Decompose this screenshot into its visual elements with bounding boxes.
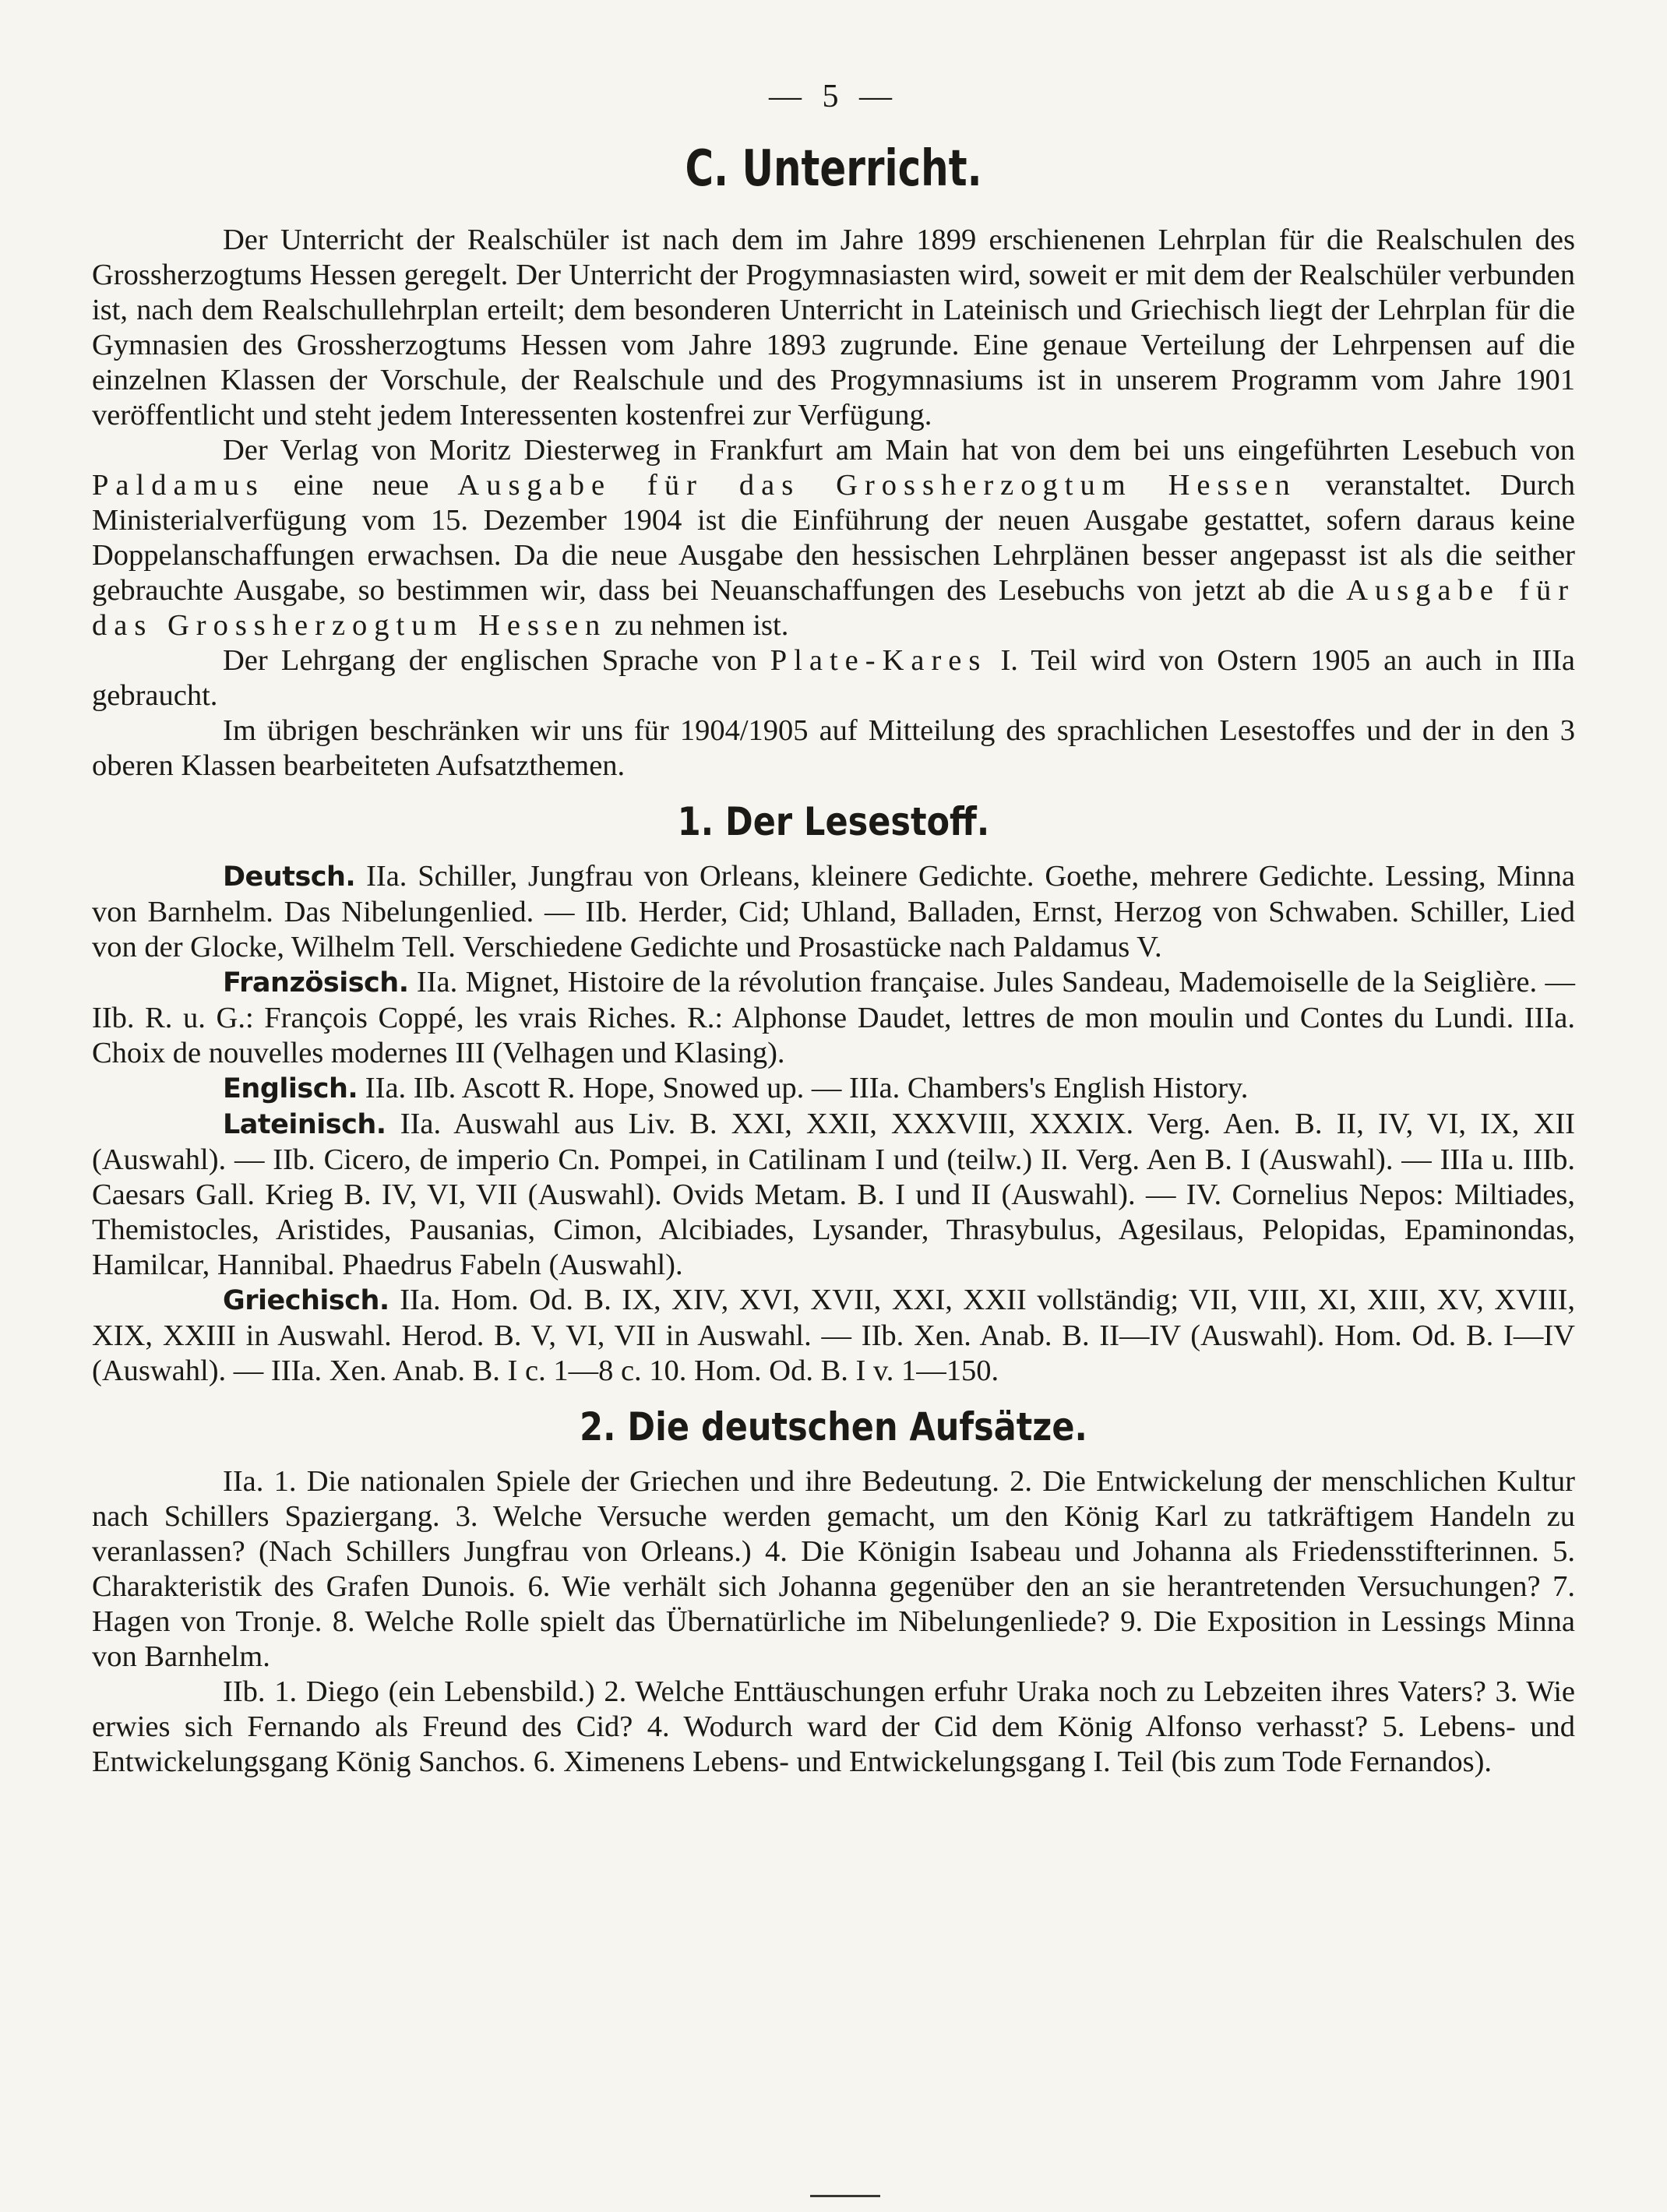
edition-hessen-2: Ausgabe für das Grossherzogtum Hessen [92, 574, 1576, 643]
intro-paragraph-3-text-a: Der Lehrgang der englischen Sprache von [223, 644, 757, 678]
aufsaetze-paragraph-iia: IIa. 1. Die nationalen Spiele der Griechen und ihre Bedeutung. 2. Die Entwickelung der menschlichen Kultur nach Schillers Spaziergang. 3. Welche Versuche werden gemacht, um den König Karl zu tatkräftigem Handeln zu veranlassen? (Nach Schillers Jungfrau von Orleans.) 4. Die Königin Isabeau und Johanna als Friedensstifterinnen. 5. Charakteristik des Grafen Dunois. 6. Wie verhält sich Johanna gegenüber den an sie herantretenden Versuchungen? 7. Hagen von Tronje. 8. Welche Rolle spielt das Übernatürliche im Nibelungenliede? 9. Die Exposition in Lessings Minna von Barnhelm. [92, 1465, 1575, 1674]
section-title: C. Unterricht. [685, 140, 982, 198]
subject-text: IIa. Mignet, Histoire de la révolution française. Jules Sandeau, Mademoiselle de la Seiglière. — IIb. R. u. G.: François Coppé, les vrais Riches. R.: Alphonse Daudet, lettres de mon moulin und Contes du Lundi. IIIa. Choix de nouvelles modernes III (Velhagen und Klasing). [92, 966, 1576, 1070]
subject-text: IIa. Auswahl aus Liv. B. XXI, XXII, XXXVIII, XXXIX. Verg. Aen. B. II, IV, VI, IX, XII (Auswahl). — IIb. Cicero, de imperio Cn. Pompei, in Catilinam I und (teilw.) II. Verg. Aen B. I (Auswahl). — IIIa u. IIIb. Caesars Gall. Krieg B. IV, VI, VII (Auswahl). Ovids Metam. B. I und II (Auswahl). — IV. Cornelius Nepos: Miltiades, Themistocles, Aristides, Pausanias, Cimon, Alcibiades, Lysander, Thrasybulus, Agesilaus, Pelopidas, Epaminondas, Hamilcar, Hannibal. Phaedrus Fabeln (Auswahl). [92, 1108, 1575, 1282]
subject-label: Französisch. [223, 967, 409, 999]
intro-paragraph-2-text-a: Der Verlag von Moritz Diesterweg in Frankfurt am Main hat von dem bei uns eingeführten Lesebuch von [223, 434, 1575, 467]
lesestoff-entry-franzoesisch [92, 965, 1575, 1071]
edition-hessen: Ausgabe für das Grossherzogtum Hessen [457, 469, 1297, 502]
aufsaetze-heading: 2. Die deutschen Aufsätze. [580, 1404, 1087, 1450]
subject-text: IIa. IIb. Ascott R. Hope, Snowed up. — IIIa. Chambers's English History. [365, 1072, 1249, 1105]
subject-text: IIa. Hom. Od. B. IX, XIV, XVI, XVII, XXI, XXII vollständig; VII, VIII, XI, XIII, XV, XVIII, XIX, XXIII in Auswahl. Herod. B. V, VI, VII in Auswahl. — IIb. Xen. Anab. B. II—IV (Auswahl). Hom. Od. B. I—IV (Auswahl). — IIIa. Xen. Anab. B. I c. 1—8 c. 10. Hom. Od. B. I v. 1—150. [92, 1284, 1575, 1388]
intro-paragraph-1: Der Unterricht der Realschüler ist nach dem im Jahre 1899 erschienenen Lehrplan für die Realschulen des Grossherzogtums Hessen geregelt. Der Unterricht der Progymnasiasten wird, soweit er mit dem der Realschüler verbunden ist, nach dem Realschullehrplan erteilt; dem besonderen Unterricht in Lateinisch und Griechisch liegt der Lehrplan für die Gymnasien des Grossherzogtums Hessen vom Jahre 1893 zugrunde. Eine genaue Verteilung der Lehrpensen auf die einzelnen Klassen der Vorschule, der Realschule und des Progymnasiums ist in unserem Programm vom Jahre 1901 veröffentlicht und steht jedem Interessenten kostenfrei zur Verfügung. [92, 224, 1575, 432]
subject-label: Lateinisch. [223, 1109, 386, 1141]
author-paldamus: Paldamus [92, 469, 265, 502]
intro-paragraph-2-text-b: eine neue [293, 469, 429, 502]
page-bottom-rule [810, 2195, 880, 2197]
lesestoff-entry-griechisch [92, 1283, 1575, 1389]
author-plate-kares: Plate-Kares [770, 644, 988, 678]
lesestoff-entry-deutsch [92, 859, 1575, 965]
intro-paragraph-4: Im übrigen beschränken wir uns für 1904/1905 auf Mitteilung des sprachlichen Lesestoffes und der in den 3 oberen Klassen bearbeiteten Aufsatzthemen. [92, 714, 1575, 783]
lesestoff-entry-englisch [92, 1071, 1575, 1107]
intro-paragraph-3 [92, 643, 1575, 713]
intro-paragraph-2-text-d: zu nehmen ist. [614, 609, 789, 643]
subject-label: Deutsch. [223, 861, 356, 893]
lesestoff-entry-lateinisch [92, 1107, 1575, 1283]
subject-label: Englisch. [223, 1073, 358, 1105]
subject-text: IIa. Schiller, Jungfrau von Orleans, kleinere Gedichte. Goethe, mehrere Gedichte. Lessing, Minna von Barnhelm. Das Nibelungenlied. — IIb. Herder, Cid; Uhland, Balladen, Ernst, Herzog von Schwaben. Schiller, Lied von der Glocke, Wilhelm Tell. Verschiedene Gedichte und Prosastücke nach Paldamus V. [92, 860, 1576, 964]
lesestoff-heading: 1. Der Lesestoff. [677, 799, 990, 845]
intro-paragraph-2-text-c: veranstaltet. Durch Ministerialverfügung vom 15. Dezember 1904 ist die Einführung der neuen Ausgabe gestattet, sofern daraus keine Doppelanschaffungen erwachsen. Da die neue Ausgabe den hessischen Lehrplänen besser angepasst ist als die seither gebrauchte Ausgabe, so bestimmen wir, dass bei Neuanschaffungen des Lesebuchs von jetzt ab die [92, 469, 1575, 608]
intro-paragraph-3-text-b: I. Teil wird von Ostern 1905 an auch in IIIa gebraucht. [92, 644, 1576, 713]
document-page [92, 78, 1575, 1780]
intro-paragraph-2 [92, 433, 1575, 643]
subject-label: Griechisch. [223, 1285, 389, 1317]
aufsaetze-paragraph-iib: IIb. 1. Diego (ein Lebensbild.) 2. Welche Enttäuschungen erfuhr Uraka noch zu Lebzeiten ihres Vaters? 3. Wie erwies sich Fernando als Freund des Cid? 4. Wodurch ward der Cid dem König Alfonso verhasst? 5. Lebens- und Entwickelungsgang König Sanchos. 6. Ximenens Lebens- und Entwickelungsgang I. Teil (bis zum Tode Fernandos). [92, 1675, 1575, 1779]
page-number: — 5 — [769, 79, 898, 114]
